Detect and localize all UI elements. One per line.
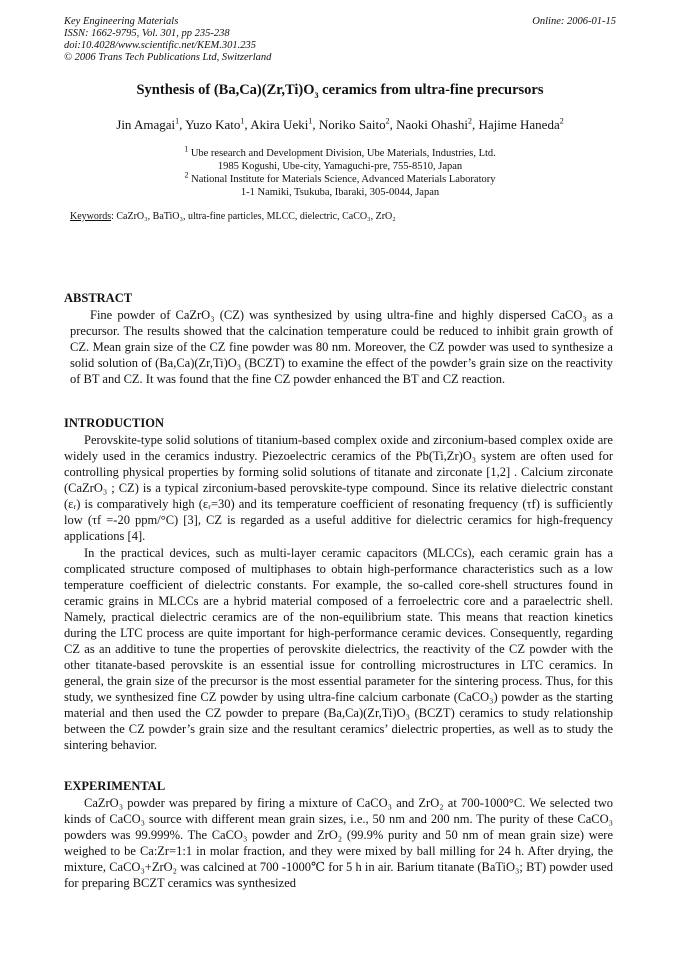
journal-header <box>64 16 616 64</box>
author: Noriko Saito$^2$, <box>318 116 397 132</box>
affiliation-1: $^1$ Ube research and Development Division, Ube Materials, Industries, Ltd. <box>184 144 496 159</box>
introduction-heading: INTRODUCTION <box>64 416 165 430</box>
keywords-line <box>70 211 610 222</box>
doi-line: doi:10.4028/www.scientific.net/KEM.301.235 <box>64 40 256 51</box>
affiliation-1-address: 1985 Kogushi, Ube-city, Yamaguchi-pre, 755-8510, Japan <box>217 161 463 172</box>
journal-name: Key Engineering Materials <box>64 16 179 27</box>
keywords-label: Keywords <box>70 211 112 222</box>
online-date: Online: 2006-01-15 <box>532 16 616 27</box>
author: Akira Ueki$^1$, <box>250 116 319 132</box>
author: Jin Amagai$^1$, <box>116 116 186 132</box>
experimental-heading: EXPERIMENTAL <box>64 779 166 793</box>
author: Yuzo Kato$^1$, <box>185 116 251 132</box>
affiliation-2-address: 1-1 Namiki, Tsukuba, Ibaraki, 305-0044, Japan <box>240 187 440 198</box>
abstract-text: Fine powder of CaZrO₃ (CZ) was synthesized by using ultra-fine and highly dispersed CaCO₃ as a precursor. The results showed that the calcination temperature could be reduced to inhibit grain growth of CZ. Mean grain size of the CZ fine powder was 80 nm. Moreover, the CZ powder was used to synthesize a solid solution of (Ba,Ca)(Zr,Ti)O₃ (BCZT) to examine the effect of the powder’s grain size on the reactivity of BT and CZ. It was found that the fine CZ powder enhanced the BT and CZ reaction. <box>70 308 613 386</box>
author: Hajime Haneda$^2$ <box>478 116 564 132</box>
copyright-line: © 2006 Trans Tech Publications Ltd, Switzerland <box>64 52 272 63</box>
issn-line: ISSN: 1662-9795, Vol. 301, pp 235-238 <box>64 28 230 39</box>
affiliations <box>64 144 616 199</box>
abstract-heading: ABSTRACT <box>64 291 133 305</box>
experimental-paragraph-1: CaZrO₃ powder was prepared by firing a mixture of CaCO₃ and ZrO₂ at 700-1000°C. We selected two kinds of CaCO₃ source with different mean grain sizes, i.e., 50 nm and 200 nm. The purity of these CaCO₃ powders was 99.999%. The CaCO₃ powder and ZrO₂ (99.9% purity and 50 nm of mean grain size) were weighed to be Ca:Zr=1:1 in molar fraction, and they were mixed by ball milling for 24 h. After drying, the mixture, CaCO₃+ZrO₂ was calcined at 700 -1000℃ for 5 h in air. Barium titanate (BaTiO₃; BT) powder used for preparing BCZT ceramics was synthesized <box>64 796 613 890</box>
author: Naoki Ohashi$^2$, <box>396 116 479 132</box>
paper-title: Synthesis of $(Ba,Ca)(Zr,Ti)O_3$ ceramics from ultra-fine precursors <box>136 82 544 100</box>
author-list <box>64 117 616 133</box>
keywords-text: : CaZrO₃, BaTiO₃, ultra-fine particles, MLCC, dielectric, CaCO₃, ZrO₂ <box>111 211 396 222</box>
affiliation-2: $^2$ National Institute for Materials Science, Advanced Materials Laboratory <box>184 170 496 185</box>
introduction-paragraph-1: Perovskite-type solid solutions of titanium-based complex oxide and zirconium-based complex oxide are widely used in the ceramics industry. Piezoelectric ceramics of the Pb(Ti,Zr)O₃ system are often used for controlling physical properties by forming solid solutions of titanate and zirconate [1,2] . Calcium zirconate (CaZrO₃ ; CZ) is a typical zirconium-based perovskite-type compound. Since its relative dielectric constant (εᵣ) is comparatively high (εᵣ=30) and its temperature coefficient of resonating frequency (τf) is sufficiently low (τf =-20 ppm/°C) [3], CZ is regarded as a useful additive for dielectric ceramics for high-frequency applications [4]. <box>64 433 613 543</box>
introduction-paragraph-2: In the practical devices, such as multi-layer ceramic capacitors (MLCCs), each ceramic grain has a complicated structure composed of multiphases to obtain high-performance characteristics such as a low temperature coefficient of dielectric constants. For example, the so-called core-shell structures found in ceramic grains in MLCCs are a hybrid material composed of a ferroelectric core and a paraelectric shell. Namely, practical dielectric ceramics are of the non-equilibrium state. This means that reaction kinetics during the LTC process are quite important for high-performance ceramic devices. Consequently, regarding CZ as an additive to tune the properties of perovskite dielectrics, the reactivity of the CZ powder with the other titanate-based perovskite is an essential issue for controlling microstructures in LTC ceramics. In general, the grain size of the precursor is the most essential parameter for the sintering process. Thus, for this study, we synthesized fine CZ powder by using ultra-fine calcium carbonate (CaCO₃) powder as the starting material and then used the CZ powder to prepare (Ba,Ca)(Zr,Ti)O₃ (BCZT) ceramics to study relationship between the CZ powder’s grain size and the resultant ceramics’ dielectric properties, as well as to study the sintering behavior. <box>64 546 613 752</box>
